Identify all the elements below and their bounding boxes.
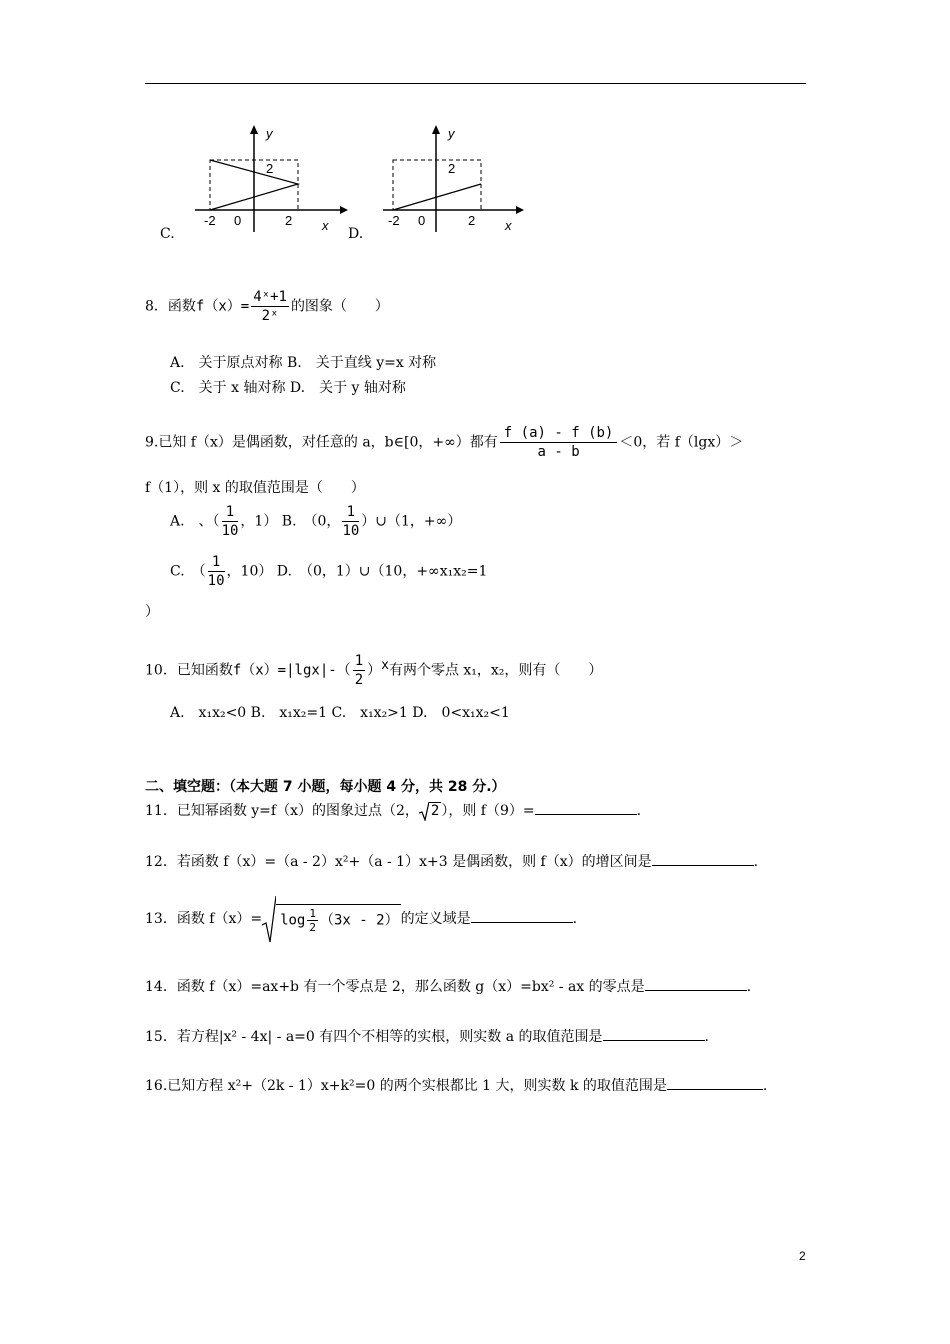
question-14 <box>145 976 751 996</box>
page-number: 2 <box>799 1249 806 1263</box>
graph-c <box>190 122 350 242</box>
q13-end: . <box>572 911 578 927</box>
q9-closing: ） <box>145 604 159 620</box>
question-10 <box>145 652 602 689</box>
graph-d-x-arrow <box>516 206 524 214</box>
q14-text: 14．函数 f（x）=ax+b 有一个零点是 2，那么函数 g（x）=bx² - ax 的零点是 <box>145 979 645 995</box>
q15-end: . <box>704 1029 709 1045</box>
q9-fraction <box>500 424 618 461</box>
q11-root: 2 <box>430 803 440 819</box>
q13-sub-num: 1 <box>309 907 316 920</box>
graph-c-x-label: x <box>322 218 329 233</box>
q16-end: . <box>762 1078 768 1094</box>
q8-suffix: 的图象（ ） <box>290 298 389 315</box>
option-c-label: C. <box>160 226 175 242</box>
q9-options-row1 <box>170 503 461 540</box>
q11-pre: 11．已知幂函数 y=f（x）的图象过点（2， <box>145 803 419 819</box>
question-13 <box>145 895 577 943</box>
section-2-heading: 二、填空题：（本大题 7 小题，每小题 4 分，共 28 分.） <box>145 779 506 795</box>
q9-fc-den: 10 <box>207 573 225 589</box>
graph-d-tick-0: 0 <box>418 213 426 228</box>
q14-answer-blank[interactable] <box>645 976 747 991</box>
q9-fraction-c <box>208 553 225 590</box>
q8-fraction <box>251 288 289 325</box>
q12-answer-blank[interactable] <box>652 851 754 866</box>
q8-numerator: 4ˣ+1 <box>253 289 287 305</box>
graph-d <box>380 122 530 242</box>
q10-prefix: 10．已知函数 <box>145 662 233 679</box>
question-11 <box>145 800 641 821</box>
graph-c-tick-2y: 2 <box>266 161 274 176</box>
graph-d-y-label: y <box>448 126 455 141</box>
graph-c-tick-0: 0 <box>234 213 242 228</box>
question-15 <box>145 1026 709 1046</box>
q9-fa-num: 1 <box>222 503 239 522</box>
q13-log: log <box>280 912 306 929</box>
graph-d-y-arrow <box>432 125 440 134</box>
q11-post: ），则 f（9）= <box>441 803 535 819</box>
q12-end: . <box>753 854 759 870</box>
q9-fraction-b <box>342 503 359 540</box>
q10-den: 2 <box>354 672 364 688</box>
graph-d-x-label: x <box>505 218 512 233</box>
q10-close: ） <box>367 662 382 679</box>
q9-fc-num: 1 <box>208 553 225 572</box>
question-16 <box>145 1075 767 1095</box>
q10-fraction <box>353 652 365 689</box>
q8-prefix: 8．函数 <box>145 298 196 315</box>
question-9-line1 <box>145 424 743 461</box>
question-8 <box>145 288 389 325</box>
graph-d-tick-2x: 2 <box>468 213 476 228</box>
graph-c-tick-2x: 2 <box>285 213 293 228</box>
q10-suffix: 有两个零点 x₁，x₂，则有（ ） <box>388 662 603 679</box>
q13-pre: 13．函数 f（x）= <box>145 911 263 927</box>
q8-options-row2: C. 关于 x 轴对称 D. 关于 y 轴对称 <box>170 380 406 396</box>
q9-optC-post: ，10） D. （0，1）∪（10，+∞x₁x₂=1 <box>226 563 488 580</box>
q15-answer-blank[interactable] <box>603 1026 705 1041</box>
q8-denominator: 2ˣ <box>261 308 279 324</box>
q9-prefix: 9.已知 f（x）是偶函数，对任意的 a，b∈[0，+∞）都有 <box>145 434 498 451</box>
graph-c-y-label: y <box>266 126 273 141</box>
graph-c-x-arrow <box>340 206 348 214</box>
q10-options: A. x₁x₂<0 B. x₁x₂=1 C. x₁x₂>1 D. 0<x₁x₂<1 <box>170 705 510 721</box>
header-rule <box>145 83 806 84</box>
question-12 <box>145 851 758 871</box>
graph-c-y-arrow <box>250 125 258 134</box>
q9-optC-pre: C. （ <box>170 563 206 580</box>
q11-answer-blank[interactable] <box>535 800 637 815</box>
question-9-line2: f（1），则 x 的取值范围是（ ） <box>145 480 365 496</box>
q9-optA-post: ，1） B. （0， <box>240 513 341 530</box>
q8-fx: f（x）= <box>195 298 250 315</box>
q13-sub-den: 2 <box>309 921 316 934</box>
q9-denominator: a - b <box>537 444 580 460</box>
q13-sqrt <box>262 895 401 943</box>
q10-num: 1 <box>354 653 364 669</box>
q9-options-row2 <box>170 553 487 590</box>
q9-optB-post: ）∪（1，+∞） <box>361 513 462 530</box>
q9-fb-den: 10 <box>342 523 360 539</box>
q15-text: 15．若方程|x² - 4x| - a=0 有四个不相等的实根，则实数 a 的取值范围是 <box>145 1029 603 1045</box>
graph-d-line <box>393 184 481 210</box>
q13-answer-blank[interactable] <box>471 908 573 923</box>
graph-d-dashed-box <box>393 160 481 210</box>
q9-fb-num: 1 <box>342 503 359 522</box>
q11-end: . <box>636 803 642 819</box>
q13-post: 的定义域是 <box>400 911 471 927</box>
q8-options-row1: A. 关于原点对称 B. 关于直线 y=x 对称 <box>170 355 437 371</box>
q9-fa-den: 10 <box>221 523 239 539</box>
option-d-label: D. <box>348 226 364 242</box>
graph-d-tick-neg2: -2 <box>388 213 400 228</box>
q13-arg: （3x - 2） <box>320 912 399 929</box>
q10-fx: f（x）=|lgx|-（ <box>232 662 351 679</box>
q16-text: 16.已知方程 x²+（2k - 1）x+k²=0 的两个实根都比 1 大，则实数 k 的取值范围是 <box>145 1078 667 1094</box>
q16-answer-blank[interactable] <box>667 1075 763 1090</box>
q10-sup: x <box>381 657 389 673</box>
q9-fraction-a <box>222 503 239 540</box>
q9-numerator: f (a) - f (b) <box>500 424 618 443</box>
q9-suffix: ＜0，若 f（lgx）＞ <box>619 434 744 451</box>
q9-optA-pre: A. 、（ <box>170 513 220 530</box>
q14-end: . <box>746 979 752 995</box>
q12-text: 12．若函数 f（x）=（a - 2）x²+（a - 1）x+3 是偶函数，则 f（x）的增区间是 <box>145 854 652 870</box>
graph-d-tick-2y: 2 <box>448 161 456 176</box>
q11-sqrt <box>419 801 441 821</box>
graph-c-tick-neg2: -2 <box>204 213 216 228</box>
